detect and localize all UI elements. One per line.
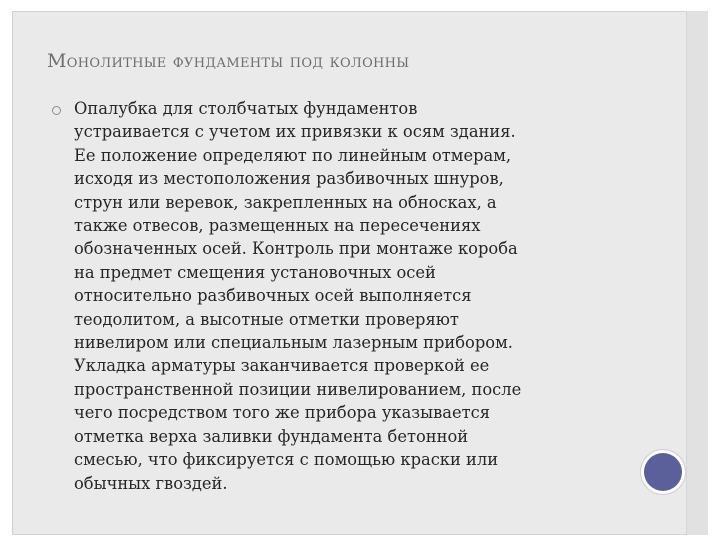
slide-title: Монолитные фундаменты под колонны (47, 50, 410, 72)
ring-bullet-icon (52, 106, 61, 115)
circle-decoration-inner (644, 453, 682, 491)
slide-body-text: Опалубка для столбчатых фундаментов устраивается с учетом их привязки к осям здания. Ее положение определяют по линейным отмерам, исходя из местоположения разбивочных шнуров, струн или веревок, закрепленных на обносках, а также отвесов, размещенных на пересечениях обозначенных осей. Контроль при монтаже короба на предмет смещения установочных осей относительно разбивочных осей выполняется теодолитом, а высотные отметки проверяют нивелиром или специальным лазерным прибором. Укладка арматуры заканчивается проверкой ее пространственной позиции нивелированием, после чего посредством того же прибора указывается отметка верха заливки фундамента бетонной смесью, что фиксируется с помощью краски или обычных гвоздей. (74, 99, 522, 493)
slide-right-edge (686, 11, 708, 535)
